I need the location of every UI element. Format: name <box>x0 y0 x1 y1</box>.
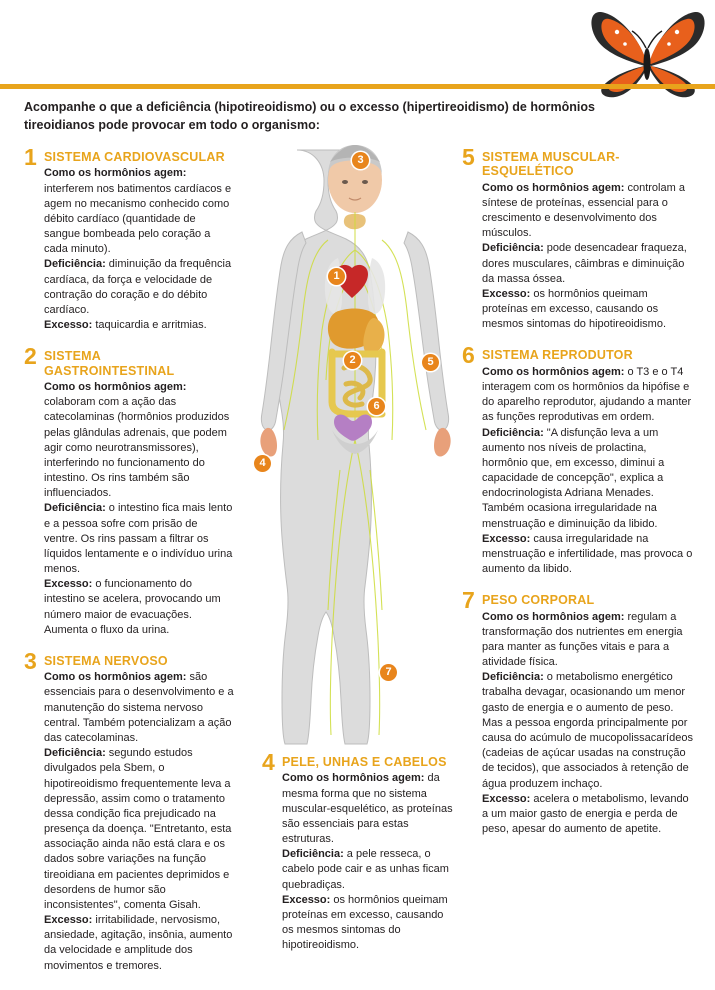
section-title: SISTEMA CARDIOVASCULAR <box>44 150 225 164</box>
section-number: 1 <box>24 144 37 170</box>
lead-label: Como os hormônios agem: <box>282 772 425 785</box>
lead-text: controlam a síntese de proteínas, essencial para o crescimento e desenvolvimento dos músculos. <box>482 181 685 240</box>
figure-marker-6: 6 <box>368 398 385 415</box>
lead-label: Como os hormônios agem: <box>482 365 625 378</box>
lead-label: Deficiência: <box>44 258 106 271</box>
lead-text: o metabolismo energético trabalha devagar, ocasionando um menor gasto de energia e o aumento de peso. Mas a pessoa engorda principalmente por causa do acúmulo de mucopolissacarídeos (cadeias de açúcar usadas na construção de tecidos), que associados à retenção de água produzem inchaço. <box>482 671 693 790</box>
lead-label: Excesso: <box>44 578 93 591</box>
section-title: SISTEMA REPRODUTOR <box>482 348 633 363</box>
lead-text: os hormônios queimam proteínas em excesso, causando os mesmos sintomas do hipotireoidismo. <box>482 287 667 331</box>
lead-text: irritabilidade, nervosismo, ansiedade, agitação, insônia, aumento da velocidade e amplitude dos movimentos e tremores. <box>44 914 233 972</box>
right-column <box>462 144 694 853</box>
section-body <box>44 380 234 638</box>
figure-marker-3: 3 <box>352 152 369 169</box>
lead-text: o intestino fica mais lento e a pessoa sofre com prisão de ventre. Os rins passam a filtrar os líquidos lentamente e o indivíduo urina menos. <box>44 502 233 576</box>
section-nervoso <box>24 647 234 974</box>
lead-text: causa irregularidade na menstruação e infertilidade, mas provoca o aumento da libido. <box>482 532 693 576</box>
lead-label: Excesso: <box>482 287 531 300</box>
section-title: PELE, UNHAS E CABELOS <box>282 755 447 769</box>
lead-text: acelera o metabolismo, levando a um maior gasto de energia e perda de peso, apesar do aumento de apetite. <box>482 792 689 836</box>
lead-text: o T3 e o T4 interagem com os hormônios da hipófise e do aparelho reprodutor, ajudando a manter as funções reprodutivas em ordem. <box>482 365 692 424</box>
lead-text: pode desencadear fraqueza, dores musculares, câimbras e diminuição da massa óssea. <box>482 242 687 285</box>
section-body <box>44 670 234 973</box>
lead-label: Excesso: <box>44 914 93 927</box>
section-number: 3 <box>24 647 37 674</box>
figure-marker-4: 4 <box>254 455 271 472</box>
lead-text: são essenciais para o desenvolvimento e a manutenção do sistema nervoso central. Também potencializam a ação das catecolaminas. <box>44 671 234 744</box>
lead-text: taquicardia e arritmias. <box>92 319 207 332</box>
figure-marker-5: 5 <box>422 354 439 371</box>
lead-text: os hormônios queimam proteínas em excesso, causando os mesmos sintomas do hipotireoidismo. <box>282 893 448 952</box>
section-title: SISTEMA GASTROINTESTINAL <box>44 349 175 378</box>
section-title: SISTEMA NERVOSO <box>44 653 168 668</box>
lead-label: Deficiência: <box>482 242 544 255</box>
lead-text: segundo estudos divulgados pela Sbem, o hipotireoidismo frequentemente leva a depressão, assim como o tratamento dessa condição fica prejudicado na presença da doença. "Entretanto, esta associação ainda não está clara e os dados sobre variações na função tireoidiana em pacientes deprimidos e desordens de humor são inconsistentes", comenta Gisah. <box>44 747 232 911</box>
section-body <box>482 610 694 838</box>
section-title: PESO CORPORAL <box>482 593 595 608</box>
lead-text: a pele resseca, o cabelo pode cair e as unhas ficam quebradiças. <box>282 848 449 891</box>
lead-label: Excesso: <box>282 893 331 906</box>
lead-label: Deficiência: <box>282 848 344 861</box>
section-title: SISTEMA MUSCULAR-ESQUELÉTICO <box>482 150 620 179</box>
lead-text: colaboram com a ação das catecolaminas (hormônios produzidos pelas glândulas adrenais, que podem agir como neurotransmissores), interferindo no funcionamento do intestino. Os rins também são influenciados. <box>44 396 230 500</box>
section-number: 6 <box>462 342 475 369</box>
lead-label: Excesso: <box>482 792 531 805</box>
lead-label: Como os hormônios agem: <box>44 381 187 394</box>
lead-label: Como os hormônios agem: <box>44 671 187 684</box>
lead-label: Deficiência: <box>482 671 544 684</box>
section-pele-unhas-cabelos <box>262 749 454 953</box>
lead-label: Deficiência: <box>482 426 544 439</box>
section-body <box>482 365 694 577</box>
left-column <box>24 144 234 990</box>
lead-text: o funcionamento do intestino se acelera, provocando um número maior de evacuações. Aumenta o fluxo da urina. <box>44 578 221 636</box>
section-number: 4 <box>262 749 275 775</box>
figure-marker-7: 7 <box>380 664 397 681</box>
section-muscular-esqueletico <box>462 144 694 332</box>
lead-text: diminuição da frequência cardíaca, da força e velocidade de contração do coração e do débito cardíaco. <box>44 258 232 316</box>
section-body <box>44 166 234 333</box>
section-body <box>282 771 454 953</box>
section-reprodutor <box>462 342 694 577</box>
lead-label: Excesso: <box>482 532 531 545</box>
section-gastrointestinal <box>24 343 234 638</box>
bottom-middle-column <box>262 749 454 969</box>
section-peso-corporal <box>462 587 694 837</box>
figure-marker-2: 2 <box>344 352 361 369</box>
section-number: 2 <box>24 343 37 370</box>
lead-label: Deficiência: <box>44 502 106 515</box>
human-body-figure <box>248 140 463 750</box>
lead-text: "A disfunção leva a um aumento nos níveis de prolactina, hormônio que, em excesso, diminui a capacidade de concepção", explica a endocrinologista Adriana Menades. Também ocasiona irregularidade na menstruação e diminuição da libido. <box>482 426 665 530</box>
section-number: 5 <box>462 144 475 170</box>
lead-text: interferem nos batimentos cardíacos e agem no mecanismo conhecido como débito cardíaco (quantidade de sangue bombeada pelo coração a cada minuto). <box>44 182 232 256</box>
gold-divider-rule <box>0 84 715 89</box>
lead-label: Como os hormônios agem: <box>44 167 187 180</box>
intro-text: Acompanhe o que a deficiência (hipotireoidismo) ou o excesso (hipertireoidismo) de hormônios tireoidianos pode provocar em todo o organismo: <box>24 100 595 133</box>
lead-label: Como os hormônios agem: <box>482 610 625 623</box>
section-body <box>482 181 694 333</box>
figure-marker-1: 1 <box>328 268 345 285</box>
lead-label: Deficiência: <box>44 747 106 760</box>
section-number: 7 <box>462 587 475 614</box>
lead-label: Como os hormônios agem: <box>482 181 625 194</box>
section-cardiovascular <box>24 144 234 333</box>
lead-text: regulam a transformação dos nutrientes em energia para manter as funções vitais e para a atividade física. <box>482 610 683 669</box>
lead-label: Excesso: <box>44 319 93 332</box>
lead-text: da mesma forma que no sistema muscular-esquelético, as proteínas são essenciais para estas estruturas. <box>282 772 453 846</box>
